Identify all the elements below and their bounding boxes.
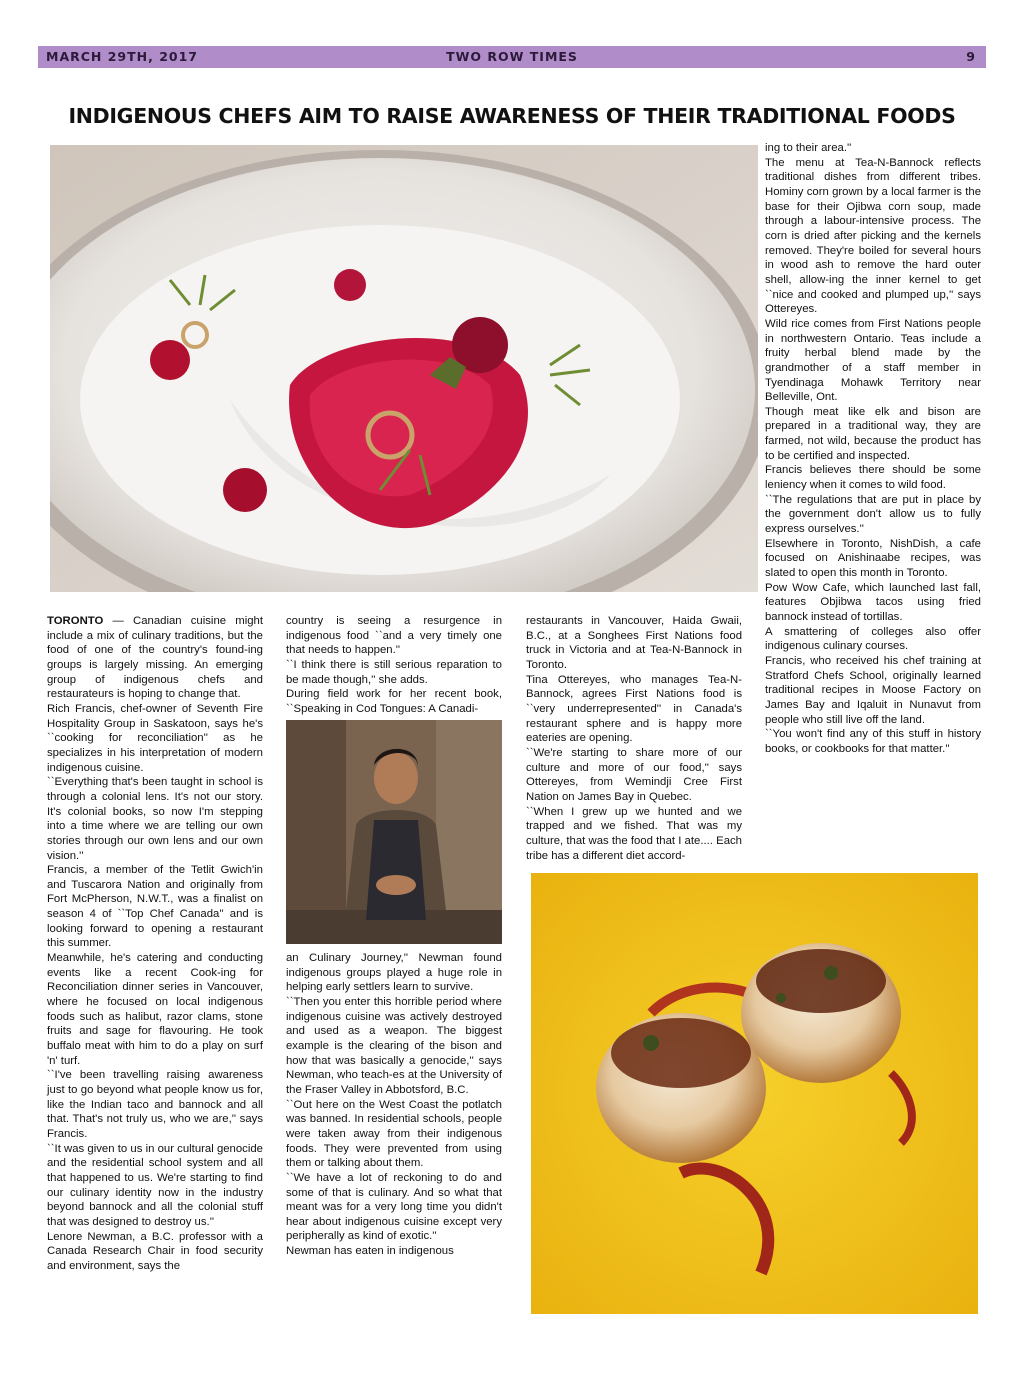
article-headline: INDIGENOUS CHEFS AIM TO RAISE AWARENESS OF THEIR TRADITIONAL FOODS bbox=[68, 104, 956, 128]
paragraph: ``You won't find any of this stuff in history books, or cookbooks for that matter.'' bbox=[765, 728, 981, 755]
lead-text: — Canadian cuisine might include a mix of culinary traditions, but the food of one of the country's found-ing groups is largely missing. An emerging group of indigenous chefs and restaurateurs is hoping to change that. bbox=[47, 615, 263, 701]
paragraph: ``We have a lot of reckoning to do and some of that is culinary. And so what that meant was for a very long time you didn't hear about indigenous cuisine except very peripherally as kind of exotic.'' bbox=[286, 1171, 502, 1243]
page-number: 9 bbox=[966, 49, 976, 64]
paragraph: an Culinary Journey,'' Newman found indigenous groups played a huge role in helping early settlers learn to survive. bbox=[286, 952, 502, 994]
paragraph: A smattering of colleges also offer indigenous culinary courses. bbox=[765, 625, 981, 653]
article-column-3 bbox=[526, 614, 742, 863]
paragraph: Newman has eaten in indigenous bbox=[286, 1245, 454, 1258]
scallops-photo bbox=[531, 873, 978, 1314]
paragraph: Though meat like elk and bison are prepared in a traditional way, they are farmed, not wild, because the product has to be certified and inspected. bbox=[765, 405, 981, 462]
paragraph: Elsewhere in Toronto, NishDish, a cafe focused on Anishinaabe recipes, was slated to open this month in Toronto. bbox=[765, 537, 981, 580]
paragraph: ``Out here on the West Coast the potlatch was banned. In residential schools, people were taken away from their indigenous foods. They were prevented from using them or talking about them. bbox=[286, 1098, 502, 1170]
paragraph: Tina Ottereyes, who manages Tea-N-Bannock, agrees First Nations food is ``very underrepresented'' in Canada's restaurant sphere and is happy more eateries are opening. bbox=[526, 673, 742, 745]
paragraph: restaurants in Vancouver, Haida Gwaii, B.C., at a Songhees First Nations food truck in Victoria and at Tea-N-Bannock in Toronto. bbox=[526, 615, 742, 671]
scallops-image bbox=[531, 873, 978, 1314]
paragraph: The menu at Tea-N-Bannock reflects traditional dishes from different tribes. Hominy corn grown by a local farmer is the base for their Ojibwa corn soup, made through a labour-intensive process. The corn is dried after picking and the kernels removed. They're boiled for several hours in wood ash to remove the hard outer shell, allow-ing the inner kernel to get ``nice and cooked and plumped up,'' says Ottereyes. bbox=[765, 156, 981, 316]
paragraph: country is seeing a resurgence in indigenous food ``and a very timely one that needs to happen.'' bbox=[286, 615, 502, 657]
chef-portrait-image bbox=[286, 720, 502, 944]
paragraph: ``It was given to us in our cultural genocide and the residential school system and all that happened to us. We're starting to find our culinary identity now in the industry beyond bannock and all the colonial stuff that was designed to destroy us.'' bbox=[47, 1142, 263, 1228]
paragraph: ing to their area.'' bbox=[765, 142, 852, 154]
paragraph: Meanwhile, he's catering and conducting events like a recent Cook-ing for Reconciliation dinner series in Vancouver, where he focused on local indigenous foods such as halibut, razor clams, stone fruits and sage for flavouring. He took buffalo meat with him to do a play on surf 'n' turf. bbox=[47, 952, 263, 1067]
paragraph: ``We're starting to share more of our culture and more of our food,'' says Ottereyes, from Wemindji Cree First Nation on James Bay in Quebec. bbox=[526, 746, 742, 803]
plated-dish-image bbox=[50, 145, 758, 592]
paragraph: Francis, a member of the Tetlit Gwich'in and Tuscarora Nation and originally from Fort McPherson, N.W.T., was a finalist on season 4 of ``Top Chef Canada'' and is looking forward to opening a restaurant this summer. bbox=[47, 864, 263, 950]
paragraph: ``I've been travelling raising awareness just to go beyond what people know us for, like the Indian taco and bannock and all that. That's not truly us, who we are,'' says Francis. bbox=[47, 1069, 263, 1140]
paragraph: ``I think there is still serious reparation to be made though,'' she adds. bbox=[286, 658, 502, 686]
paragraph: Pow Wow Cafe, which launched last fall, features Objibwa tacos using fried bannock instead of tortillas. bbox=[765, 581, 981, 623]
article-column-2-top bbox=[286, 614, 502, 717]
article-lead-paragraph bbox=[47, 614, 263, 702]
paragraph: ``When I grew up we hunted and we trapped and we fished. That was my culture, that was the food that I ate.... Each tribe has a different diet accord- bbox=[526, 805, 742, 862]
paragraph: ``The regulations that are put in place by the government don't allow us to fully express ourselves.'' bbox=[765, 493, 981, 536]
plated-dish-photo bbox=[50, 145, 758, 592]
article-column-2-bottom bbox=[286, 951, 502, 1259]
dateline: TORONTO bbox=[47, 615, 104, 627]
paragraph: Wild rice comes from First Nations people in northwestern Ontario. Teas include a fruity herbal blend made by the grandmother of a staff member in Tyendinaga Mohawk Territory near Belleville, Ont. bbox=[765, 317, 981, 404]
article-column-4 bbox=[765, 141, 981, 757]
paragraph: ``Everything that's been taught in school is through a colonial lens. It's not our story. It's colonial books, so now I'm stepping into a time where we are telling our own stories through our own lens and our own vision.'' bbox=[47, 776, 263, 862]
paragraph: ``Then you enter this horrible period where indigenous cuisine was actively destroyed and used as a weapon. The biggest example is the clearing of the bison and how that was basically a genocide,'' says Newman, who teach-es at the University of the Fraser Valley in Abbotsford, B.C. bbox=[286, 995, 502, 1096]
article-column-1 bbox=[47, 614, 263, 1274]
newspaper-name: TWO ROW TIMES bbox=[446, 49, 578, 64]
paragraph: Francis, who received his chef training at Stratford Chefs School, originally learned traditional recipes in Moose Factory on James Bay and Iqaluit in Nunavut from people who still live off the land. bbox=[765, 654, 981, 726]
paragraph: Francis believes there should be some leniency when it comes to wild food. bbox=[765, 464, 981, 492]
page-header-bar bbox=[38, 46, 986, 68]
paragraph: Rich Francis, chef-owner of Seventh Fire Hospitality Group in Saskatoon, says he's ``cooking for reconciliation'' as he specializes in his interpretation of modern indigenous cuisine. bbox=[47, 702, 263, 774]
paragraph: Lenore Newman, a B.C. professor with a Canada Research Chair in food security and environment, says the bbox=[47, 1230, 263, 1272]
paragraph: During field work for her recent book, ``Speaking in Cod Tongues: A Canadi- bbox=[286, 688, 502, 715]
chef-portrait-photo bbox=[286, 720, 502, 944]
issue-date: MARCH 29TH, 2017 bbox=[46, 49, 198, 64]
